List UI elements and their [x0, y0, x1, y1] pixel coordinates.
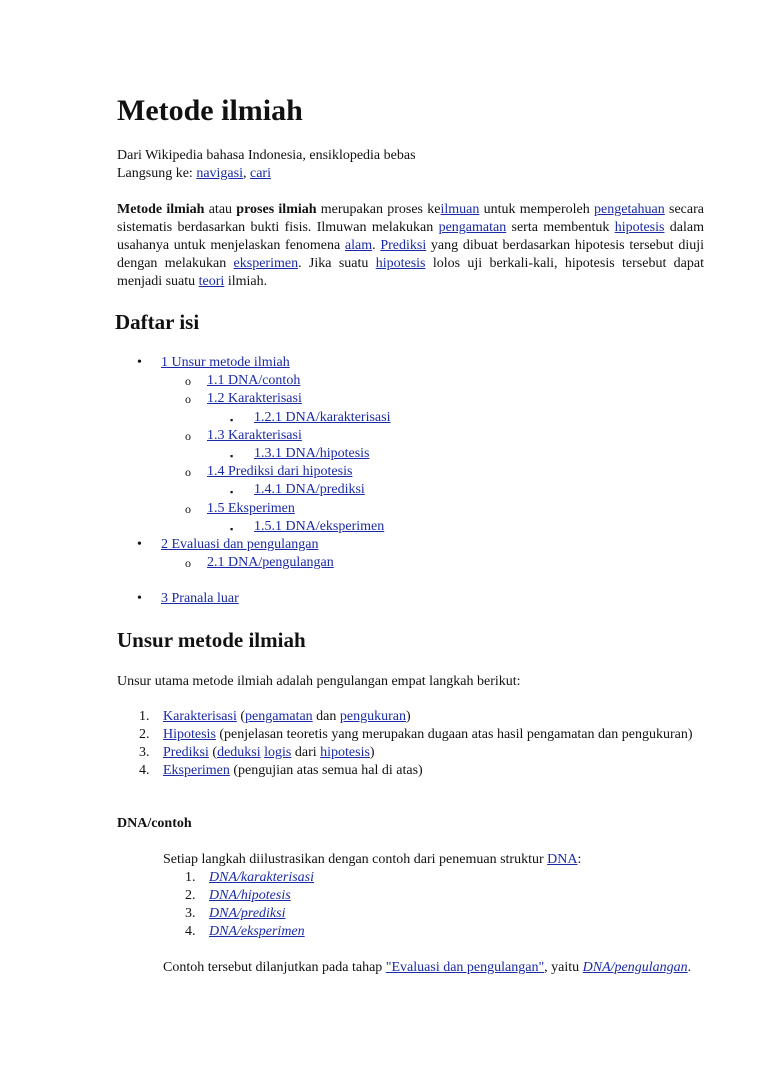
bullet-icon: • — [137, 591, 142, 607]
bullet-icon: o — [185, 428, 191, 443]
dna-item — [163, 905, 314, 923]
source-line: Dari Wikipedia bahasa Indonesia, ensiklopedia bebas — [117, 148, 416, 163]
step-link[interactable]: logis — [264, 745, 292, 760]
intro-link[interactable]: pengetahuan — [594, 202, 665, 217]
bullet-icon: o — [185, 556, 191, 571]
dna-intro-text: Setiap langkah diilustrasikan dengan contoh dari penemuan struktur — [163, 852, 548, 867]
outro-link[interactable]: DNA/pengulangan — [582, 960, 688, 975]
intro-text: merupakan proses ke — [316, 202, 441, 217]
step-text: (pengujian atas semua hal di atas) — [229, 763, 423, 778]
toc-link[interactable]: 1.1 DNA/contoh — [207, 373, 301, 389]
intro-text: lolos uji berkali-kali, hipotesis tersebut dapat menjadi suatu — [117, 256, 704, 289]
bullet-icon: o — [185, 501, 191, 516]
bullet-icon: ▪ — [230, 414, 234, 425]
section-heading-unsur: Unsur metode ilmiah — [117, 628, 306, 652]
jump-search-link[interactable]: cari — [249, 166, 271, 181]
toc-link[interactable]: 1.5 Eksperimen — [207, 500, 295, 516]
outro-text: Contoh tersebut dilanjutkan pada tahap — [163, 960, 386, 975]
intro-link[interactable]: ilmuan — [440, 202, 480, 217]
toc-link[interactable]: 1 Unsur metode ilmiah — [161, 355, 290, 370]
intro-text: ilmiah. — [224, 274, 268, 289]
step-text: ( — [236, 709, 246, 724]
step-item — [117, 726, 704, 744]
toc-link[interactable]: 1.4.1 DNA/prediksi — [254, 482, 365, 498]
jump-navigation-link[interactable]: navigasi — [196, 166, 243, 181]
subsection-heading-dna: DNA/contoh — [117, 816, 192, 831]
step-link[interactable]: deduksi — [217, 745, 261, 760]
dna-item-link[interactable]: DNA/eksperimen — [209, 924, 305, 939]
intro-text: secara sistematis berdasarkan bukti fisis. Ilmuwan melakukan — [117, 202, 704, 235]
step-link[interactable]: Prediksi — [163, 745, 209, 760]
bullet-icon: ▪ — [230, 487, 234, 498]
step-number: 1. — [139, 709, 150, 724]
dna-item-link[interactable]: DNA/prediksi — [209, 906, 286, 921]
step-text: dari — [291, 745, 321, 760]
intro-link[interactable]: Prediksi — [380, 238, 427, 253]
dna-item-number: 1. — [185, 870, 196, 885]
intro-link[interactable]: eksperimen — [233, 256, 299, 271]
step-item — [117, 708, 704, 726]
bullet-icon: o — [185, 374, 191, 389]
step-text: (penjelasan teoretis yang merupakan dugaan atas hasil pengamatan dan pengukuran) — [215, 727, 693, 742]
intro-bold-term: proses ilmiah — [236, 202, 317, 217]
intro-text: serta membentuk — [506, 220, 615, 235]
bullet-icon: o — [185, 465, 191, 480]
intro-link[interactable]: teori — [198, 274, 225, 289]
dna-examples-list — [163, 869, 314, 941]
step-link[interactable]: pengamatan — [245, 709, 313, 724]
toc-heading: Daftar isi — [115, 310, 200, 334]
dna-item-number: 3. — [185, 906, 196, 921]
intro-text: . — [372, 238, 381, 253]
outro-text: , yaitu — [544, 960, 583, 975]
toc-link[interactable]: 1.2 Karakterisasi — [207, 391, 302, 407]
step-text: ) — [369, 745, 375, 760]
dna-link[interactable]: DNA — [547, 852, 578, 867]
dna-item-number: 4. — [185, 924, 196, 939]
intro-text: untuk memperoleh — [479, 202, 595, 217]
step-text: ) — [405, 709, 411, 724]
steps-list — [117, 708, 704, 780]
intro-text: . Jika suatu — [298, 256, 376, 271]
dna-item — [163, 923, 314, 941]
step-link[interactable]: Karakterisasi — [163, 709, 237, 724]
toc-link[interactable]: 2 Evaluasi dan pengulangan — [161, 536, 319, 552]
bullet-icon: • — [137, 355, 142, 370]
page-title: Metode ilmiah — [117, 94, 303, 127]
step-number: 3. — [139, 745, 150, 760]
step-link[interactable]: Hipotesis — [163, 727, 216, 742]
dna-item-number: 2. — [185, 888, 196, 903]
bullet-icon: ▪ — [230, 450, 234, 461]
intro-link[interactable]: pengamatan — [438, 220, 507, 235]
intro-text: yang dibuat berdasarkan hipotesis tersebut diuji dengan melakukan — [117, 238, 704, 271]
intro-text: atau — [204, 202, 237, 217]
bullet-icon: ▪ — [230, 523, 234, 534]
bullet-icon: • — [137, 536, 142, 552]
dna-item — [163, 887, 314, 905]
dna-item — [163, 869, 314, 887]
toc-link[interactable]: 3 Pranala luar — [161, 591, 239, 607]
dna-item-link[interactable]: DNA/karakterisasi — [209, 870, 314, 885]
intro-text: dalam usahanya untuk menjelaskan fenomena — [117, 220, 704, 253]
toc-link[interactable]: 1.2.1 DNA/karakterisasi — [254, 409, 391, 425]
section-intro: Unsur utama metode ilmiah adalah pengulangan empat langkah berikut: — [117, 674, 521, 689]
step-link[interactable]: hipotesis — [320, 745, 370, 760]
jump-separator: , — [242, 166, 250, 181]
step-link[interactable]: Eksperimen — [163, 763, 230, 778]
intro-link[interactable]: alam — [344, 238, 373, 253]
toc-link[interactable]: 2.1 DNA/pengulangan — [207, 555, 334, 571]
intro-link[interactable]: hipotesis — [375, 256, 426, 271]
dna-outro — [163, 959, 704, 977]
dna-intro — [163, 851, 581, 869]
outro-text: . — [687, 960, 692, 975]
dna-intro-end: : — [577, 852, 582, 867]
bullet-icon: o — [185, 392, 191, 407]
toc-link[interactable]: 1.3 Karakterisasi — [207, 427, 302, 443]
toc-link[interactable]: 1.3.1 DNA/hipotesis — [254, 445, 370, 461]
outro-link[interactable]: "Evaluasi dan pengulangan" — [385, 960, 545, 975]
intro-paragraph — [117, 201, 704, 291]
step-text: ( — [208, 745, 218, 760]
jump-to-line — [117, 165, 416, 183]
step-item — [117, 762, 704, 780]
step-item — [117, 744, 704, 762]
step-number: 2. — [139, 727, 150, 742]
toc-link[interactable]: 1.5.1 DNA/eksperimen — [254, 518, 385, 534]
step-number: 4. — [139, 763, 150, 778]
jump-label: Langsung ke: — [117, 166, 197, 181]
step-link[interactable]: pengukuran — [339, 709, 406, 724]
toc-link[interactable]: 1.4 Prediksi dari hipotesis — [207, 464, 353, 480]
dna-item-link[interactable]: DNA/hipotesis — [209, 888, 291, 903]
intro-link[interactable]: hipotesis — [614, 220, 665, 235]
site-subtitle — [117, 147, 416, 183]
step-text: dan — [312, 709, 340, 724]
intro-bold-term: Metode ilmiah — [117, 202, 205, 217]
